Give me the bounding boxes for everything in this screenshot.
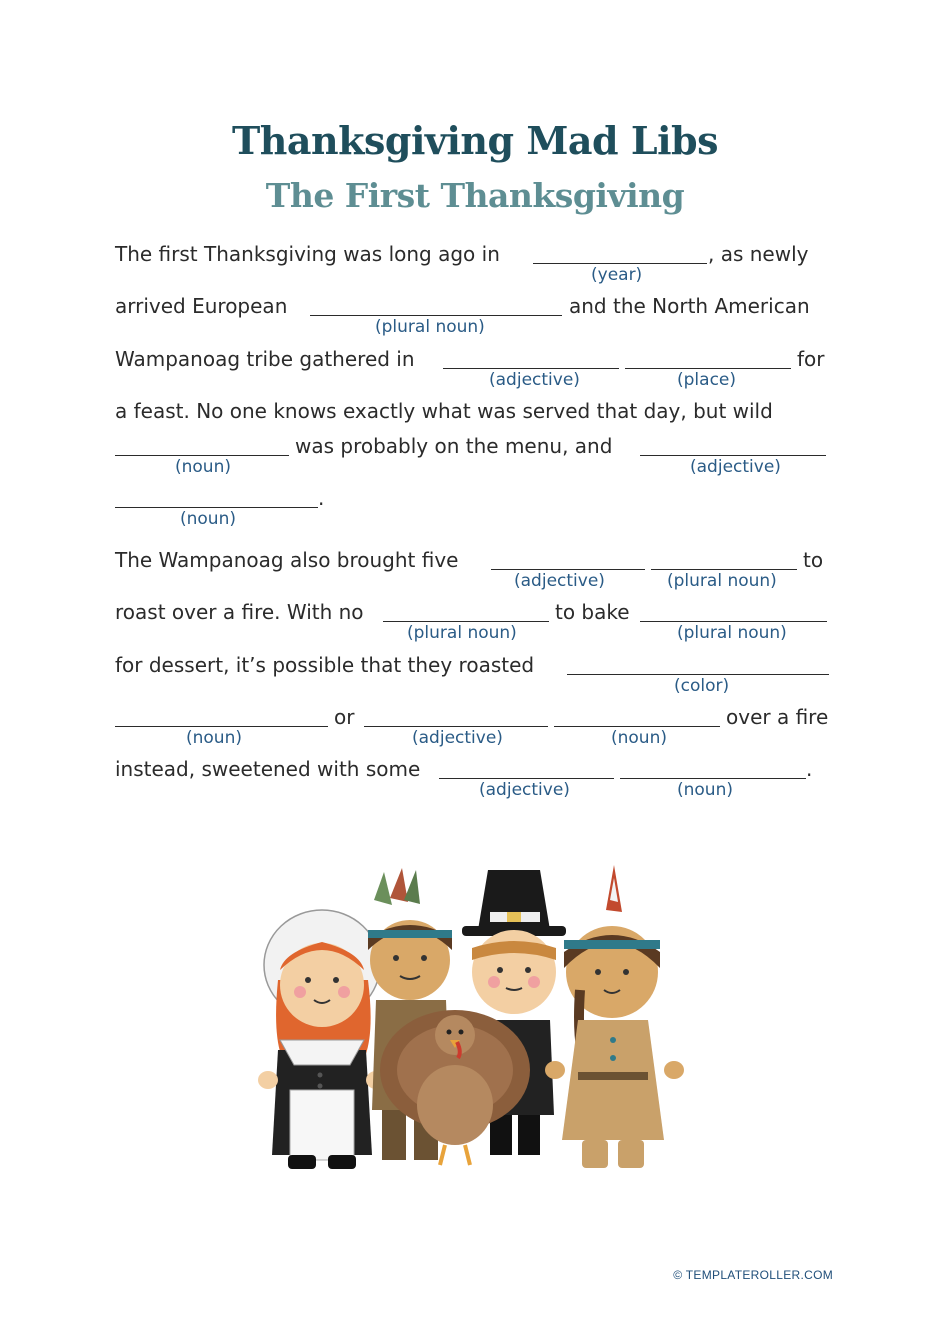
story-text: for dessert, it’s possible that they roasted	[115, 653, 535, 677]
hint-noun: (noun)	[180, 509, 236, 529]
hint-adjective: (adjective)	[489, 370, 580, 390]
thanksgiving-characters-illustration	[250, 860, 700, 1190]
story-line-7	[115, 547, 835, 591]
story-line-5	[115, 433, 835, 477]
blank-adjective[interactable]	[640, 433, 826, 456]
story-line-3	[115, 346, 835, 390]
story-line-1	[115, 241, 835, 285]
blank-plural-noun[interactable]	[383, 599, 549, 622]
story-text: a feast. No one knows exactly what was served that day, but wild	[115, 399, 773, 423]
hint-adjective: (adjective)	[690, 457, 781, 477]
story-line-6	[115, 485, 835, 529]
hint-color: (color)	[674, 676, 730, 696]
blank-noun[interactable]	[115, 485, 318, 508]
story-text: or	[334, 705, 355, 729]
story-text: , as newly	[708, 242, 809, 266]
story-text: and the North American	[569, 294, 810, 318]
story-text: roast over a fire. With no	[115, 600, 364, 624]
hint-noun: (noun)	[175, 457, 231, 477]
blank-adjective[interactable]	[443, 346, 619, 369]
pilgrim-girl-figure	[258, 910, 386, 1169]
page-subtitle: The First Thanksgiving	[265, 176, 685, 215]
hint-adjective: (adjective)	[412, 728, 503, 748]
blank-adjective[interactable]	[491, 547, 645, 570]
story-text: for	[797, 347, 825, 371]
hint-plural-noun: (plural noun)	[667, 571, 777, 591]
native-girl-figure	[545, 865, 684, 1168]
story-line-2	[115, 293, 835, 337]
hint-adjective: (adjective)	[514, 571, 605, 591]
hint-year: (year)	[591, 265, 643, 285]
story-line-10	[115, 704, 835, 748]
blank-plural-noun[interactable]	[310, 293, 562, 316]
blank-adjective[interactable]	[364, 704, 548, 727]
story-text: Wampanoag tribe gathered in	[115, 347, 415, 371]
story-line-4	[115, 398, 835, 428]
story-line-9	[115, 652, 835, 696]
blank-color[interactable]	[567, 652, 829, 675]
hint-adjective: (adjective)	[479, 780, 570, 800]
blank-noun[interactable]	[620, 756, 806, 779]
story-text: .	[318, 486, 325, 510]
story-text: The first Thanksgiving was long ago in	[115, 242, 500, 266]
blank-noun[interactable]	[115, 704, 328, 727]
hint-plural-noun: (plural noun)	[375, 317, 485, 337]
story-text: arrived European	[115, 294, 288, 318]
hint-plural-noun: (plural noun)	[677, 623, 787, 643]
blank-year[interactable]	[533, 241, 707, 264]
hint-noun: (noun)	[677, 780, 733, 800]
blank-plural-noun[interactable]	[651, 547, 797, 570]
hint-plural-noun: (plural noun)	[407, 623, 517, 643]
story-line-11	[115, 756, 835, 800]
page-title: Thanksgiving Mad Libs	[232, 118, 718, 163]
footer-copyright[interactable]: © TEMPLATEROLLER.COM	[673, 1268, 833, 1282]
story-text: .	[806, 757, 813, 781]
story-text: The Wampanoag also brought five	[115, 548, 459, 572]
blank-adjective[interactable]	[439, 756, 614, 779]
story-text: instead, sweetened with some	[115, 757, 421, 781]
story-text: to	[803, 548, 824, 572]
blank-noun[interactable]	[115, 433, 289, 456]
story-line-8	[115, 599, 835, 643]
blank-plural-noun[interactable]	[640, 599, 827, 622]
story-text: was probably on the menu, and	[295, 434, 613, 458]
story-text: to bake	[555, 600, 630, 624]
hint-noun: (noun)	[186, 728, 242, 748]
story-text: over a fire	[726, 705, 829, 729]
blank-noun[interactable]	[554, 704, 720, 727]
hint-place: (place)	[677, 370, 737, 390]
blank-place[interactable]	[625, 346, 791, 369]
hint-noun: (noun)	[611, 728, 667, 748]
